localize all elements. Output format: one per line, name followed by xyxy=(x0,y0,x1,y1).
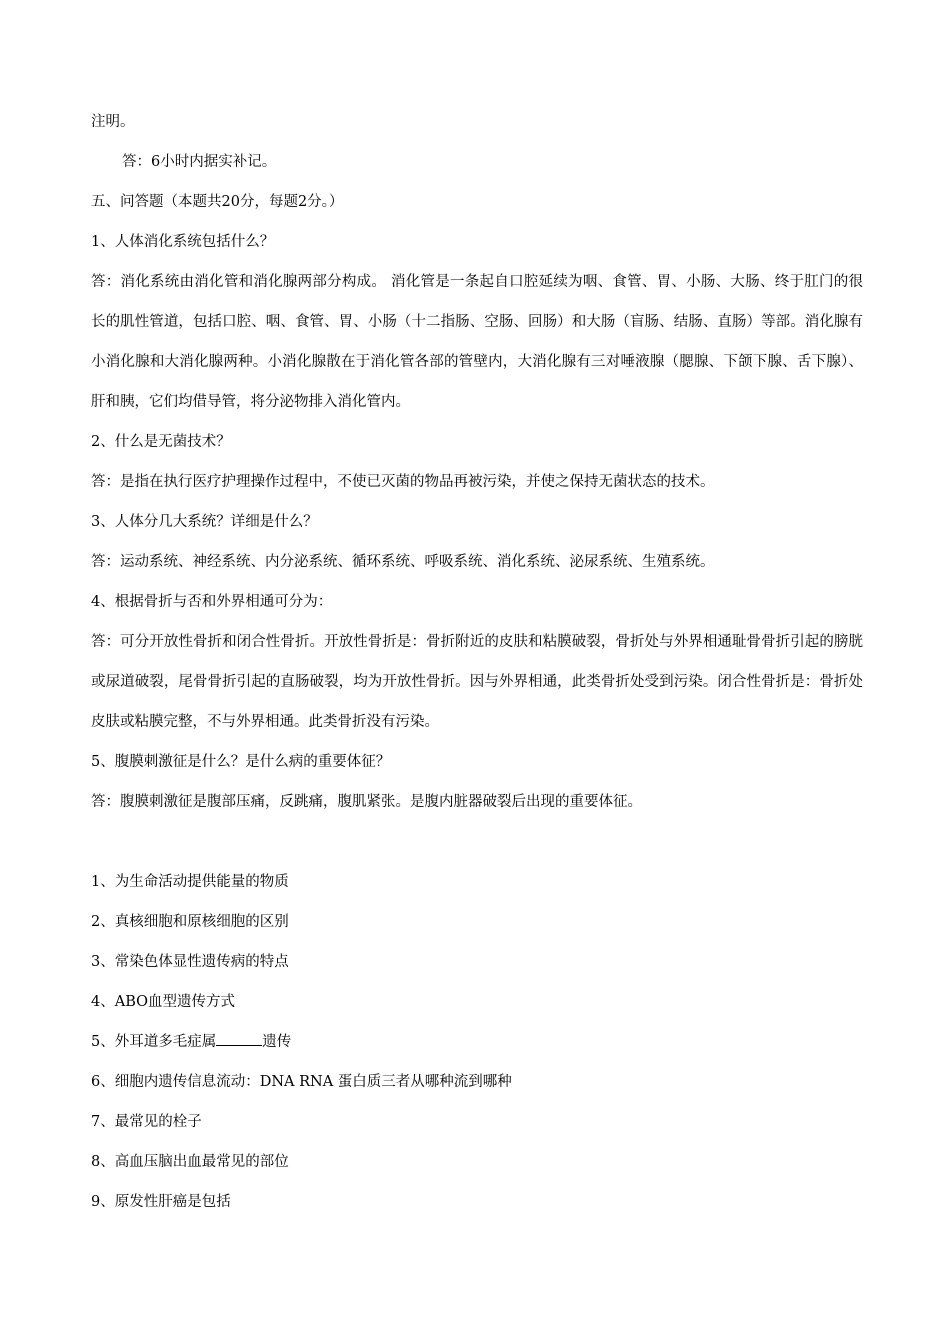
answer: 答：是指在执行医疗护理操作过程中，不使已灭菌的物品再被污染，并使之保持无菌状态的技术。 xyxy=(91,474,715,490)
qa-block-5 xyxy=(91,742,863,822)
list-item: 7、最常见的栓子 xyxy=(91,1114,202,1130)
section-spacer xyxy=(91,822,863,862)
document-page xyxy=(91,102,863,1222)
note-tail: 注明。 xyxy=(91,114,135,130)
question: 5、腹膜刺激征是什么？是什么病的重要体征？ xyxy=(91,754,391,770)
list-item: 3、常染色体显性遗传病的特点 xyxy=(91,954,289,970)
item5-suffix: 遗传 xyxy=(262,1034,292,1050)
item5-prefix: 5、外耳道多毛症属 xyxy=(91,1034,217,1050)
list-item: 2、真核细胞和原核细胞的区别 xyxy=(91,914,289,930)
question: 4、根据骨折与否和外界相通可分为： xyxy=(91,594,333,610)
answer: 答：消化系统由消化管和消化腺两部分构成。 消化管是一条起自口腔延续为咽、食管、胃、小肠、大肠、终于肛门的很长的肌性管道，包括口腔、咽、食管、胃、小肠（十二指肠、空肠、回肠）和大肠（盲肠、结肠、直肠）等部。消化腺有小消化腺和大消化腺两种。小消化腺散在于消化管各部的管壁内，大消化腺有三对唾液腺（腮腺、下颌下腺、舌下腺）、肝和胰，它们均借导管，将分泌物排入消化管内。 xyxy=(91,274,863,410)
question-list xyxy=(91,862,863,1222)
answer-6h: 答：6小时内据实补记。 xyxy=(122,154,277,170)
answer-blank xyxy=(216,1044,262,1046)
answer: 答：腹膜刺激征是腹部压痛，反跳痛，腹肌紧张。是腹内脏器破裂后出现的重要体征。 xyxy=(91,794,642,810)
qa-block-3 xyxy=(91,502,863,582)
qa-block-1 xyxy=(91,222,863,422)
question: 3、人体分几大系统？详细是什么？ xyxy=(91,514,318,530)
list-item: 9、原发性肝癌是包括 xyxy=(91,1194,231,1210)
list-item: 1、为生命活动提供能量的物质 xyxy=(91,874,289,890)
question: 2、什么是无菌技术？ xyxy=(91,434,231,450)
answer: 答：可分开放性骨折和闭合性骨折。开放性骨折是：骨折附近的皮肤和粘膜破裂，骨折处与外界相通耻骨骨折引起的膀胱或尿道破裂，尾骨骨折引起的直肠破裂，均为开放性骨折。因与外界相通，此类骨折处受到污染。闭合性骨折是：骨折处皮肤或粘膜完整，不与外界相通。此类骨折没有污染。 xyxy=(91,634,863,730)
list-item: 6、细胞内遗传信息流动：DNA RNA 蛋白质三者从哪种流到哪种 xyxy=(91,1074,512,1090)
qa-block-4 xyxy=(91,582,863,742)
list-item-fill-blank xyxy=(91,1022,863,1062)
qa-block-2 xyxy=(91,422,863,502)
list-item: 4、ABO血型遗传方式 xyxy=(91,994,236,1010)
section-title: 五、问答题（本题共20分，每题2分。） xyxy=(91,194,344,210)
answer: 答：运动系统、神经系统、内分泌系统、循环系统、呼吸系统、消化系统、泌尿系统、生殖系统。 xyxy=(91,554,715,570)
list-item: 8、高血压脑出血最常见的部位 xyxy=(91,1154,289,1170)
question: 1、人体消化系统包括什么？ xyxy=(91,234,275,250)
